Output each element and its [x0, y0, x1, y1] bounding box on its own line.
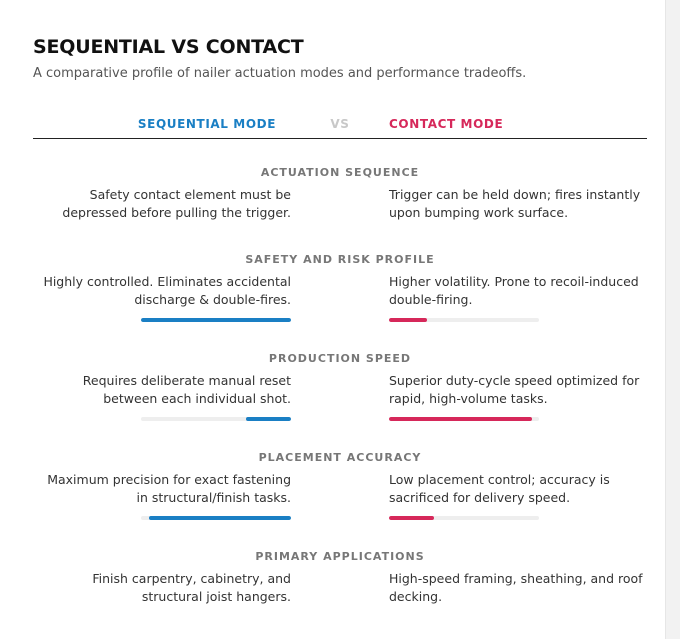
sequential-description: Maximum precision for exact fastening in structural/finish tasks. [47, 472, 291, 505]
sequential-description: Finish carpentry, cabinetry, and structural joist hangers. [92, 571, 291, 604]
contact-level-bar [389, 516, 539, 520]
sequential-level-fill [246, 417, 291, 421]
contact-level-bar [389, 318, 539, 322]
sequential-level-bar [141, 516, 291, 520]
sequential-description: Highly controlled. Eliminates accidental discharge & double-fires. [43, 274, 291, 307]
column-header-contact: CONTACT MODE [389, 117, 504, 131]
contact-description: High-speed framing, sheathing, and roof decking. [389, 571, 643, 604]
section-label: PLACEMENT ACCURACY [258, 451, 422, 464]
header-divider [33, 138, 647, 139]
sequential-description: Safety contact element must be depressed before pulling the trigger. [62, 187, 291, 220]
contact-description: Superior duty-cycle speed optimized for rapid, high-volume tasks. [389, 373, 640, 406]
column-header-vs: VS [330, 117, 350, 131]
contact-level-fill [389, 318, 427, 322]
section-label: SAFETY AND RISK PROFILE [245, 253, 435, 266]
section-label: PRIMARY APPLICATIONS [255, 550, 425, 563]
section-label: ACTUATION SEQUENCE [260, 166, 420, 179]
page-title: SEQUENTIAL VS CONTACT [33, 36, 304, 58]
contact-level-bar [389, 417, 539, 421]
sequential-level-fill [141, 318, 291, 322]
contact-description: Higher volatility. Prone to recoil-induced double-firing. [389, 274, 639, 307]
contact-level-fill [389, 516, 434, 520]
sequential-level-bar [141, 417, 291, 421]
section-label: PRODUCTION SPEED [268, 352, 412, 365]
column-header-sequential: SEQUENTIAL MODE [137, 117, 276, 131]
contact-description: Low placement control; accuracy is sacrificed for delivery speed. [389, 472, 610, 505]
sequential-level-bar [141, 318, 291, 322]
contact-description: Trigger can be held down; fires instantly upon bumping work surface. [389, 187, 641, 220]
contact-level-fill [389, 417, 532, 421]
page-subtitle: A comparative profile of nailer actuation modes and performance tradeoffs. [33, 66, 527, 81]
sequential-level-fill [149, 516, 292, 520]
sequential-description: Requires deliberate manual reset between each individual shot. [82, 373, 291, 406]
